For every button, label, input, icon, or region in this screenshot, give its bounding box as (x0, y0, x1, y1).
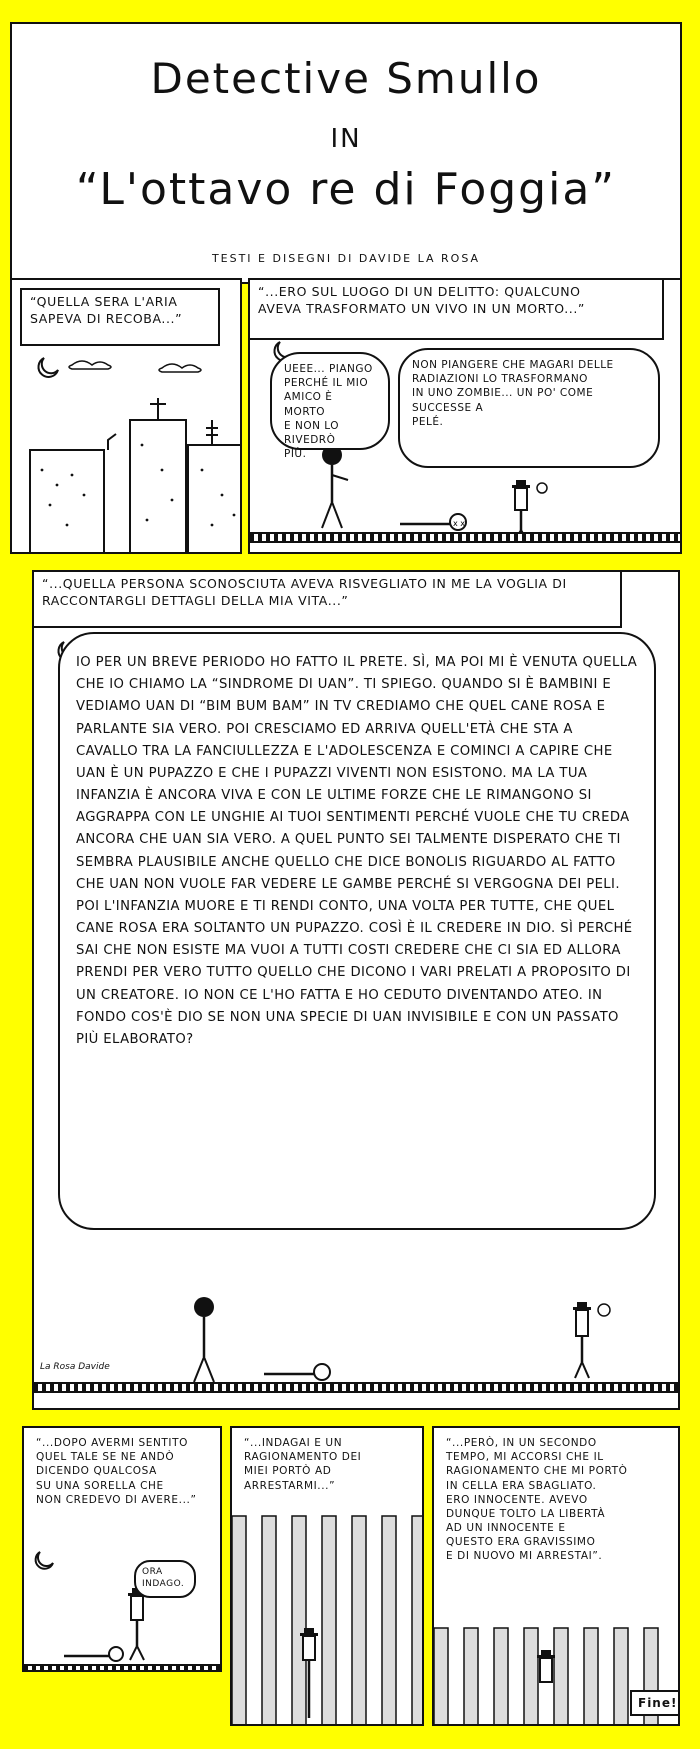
building (30, 450, 104, 554)
moon-icon (38, 358, 58, 377)
title-connector: IN (330, 124, 362, 154)
friend-speech-bubble: UEEE... PIANGO PERCHÉ IL MIO AMICO È MORTO E NON LO RIVEDRÒ PIÙ. (270, 352, 390, 450)
panel-4-caption: “...DOPO AVERMI SENTITO QUEL TALE SE NE ANDÒ DICENDO QUALCOSA SU UNA SORELLA CHE NON CREDEVO DI AVERE...” (28, 1432, 216, 1542)
title-panel (10, 22, 682, 284)
moon-icon (36, 1552, 53, 1569)
credits: TESTI E DISEGNI DI DAVIDE LA ROSA (211, 252, 481, 265)
panel-4 (22, 1426, 222, 1672)
friend-character-head (194, 1297, 214, 1317)
episode-title: “L'ottavo re di Foggia” (75, 164, 617, 215)
panel-1 (10, 278, 242, 554)
panel-5-caption: “...INDAGAI E UN RAGIONAMENTO DEI MIEI PORTÒ AD ARRESTARMI...” (236, 1432, 416, 1512)
panel-3-caption: “...QUELLA PERSONA SCONOSCIUTA AVEVA RISVEGLIATO IN ME LA VOGLIA DI RACCONTARGLI DETTAGLI DELLA MIA VITA...” (32, 570, 622, 628)
end-label: Fine! (630, 1690, 680, 1716)
svg-text:x x: x x (453, 519, 466, 528)
jail-bars (232, 1428, 424, 1726)
cloud-icon (69, 361, 111, 369)
panel-4-scene (24, 1428, 222, 1672)
panel-2-caption: “...ERO SUL LUOGO DI UN DELITTO: QUALCUNO AVEVA TRASFORMATO UN VIVO IN UN MORTO...” (248, 278, 664, 340)
dead-body (400, 514, 466, 530)
detective-monologue-bubble: IO PER UN BREVE PERIODO HO FATTO IL PRETE. SÌ, MA POI MI È VENUTA QUELLA CHE IO CHIAMO LA “SINDROME DI UAN”. TI SPIEGO. QUANDO SI È BAMBINI E VEDIAMO UAN DI “BIM BUM BAM” IN TV CREDIAMO CHE QUEL CANE ROSA E PARLANTE SIA VERO. POI CRESCIAMO ED ARRIVA QUELL'ETÀ CHE STA A CAVALLO TRA LA FANCIULLEZZA E L'ADOLESCENZA E COMINCI A CAPIRE CHE UAN È UN PUPAZZO E CHE I PUPAZZI VIVENTI NON ESISTONO. MA LA TUA INFANZIA È ANCORA VIVA E CON LE ULTIME FORZE CHE LE RIMANGONO SI AGGRAPPA CON LE UNGHIE AI TUOI SENTIMENTI PERCHÉ VUOLE CHE TU CREDA ANCORA CHE UAN SIA VERO. A QUEL PUNTO SEI TALMENTE DISPERATO CHE TI SEMBRA PLAUSIBILE ANCHE QUELLO CHE DICE BONOLIS RIGUARDO AL FATTO CHE UAN NON VUOLE FAR VEDERE LE GAMBE PERCHÉ SI VERGOGNA DEI PELI. POI L'INFANZIA MUORE E TI RENDI CONTO, UNA VOLTA PER TUTTE, CHE QUEL CANE ROSA ERA SOLTANTO UN PUPAZZO. COSÌ È IL CREDERE IN DIO. SÌ PERCHÉ SAI CHE NON ESISTE MA VUOI A TUTTI COSTI CREDERE CHE CI SIA ED ALLORA PRENDI PER VERO TUTTO QUELLO CHE DICONO I VARI PRELATI A PROPOSITO DI UN CREATORE. IO NON CE L'HO FATTA E HO CEDUTO DIVENTANDO ATEO. IN FONDO COS'È DIO SE NON UNA SPECIE DI UAN INVISIBILE E CON UN PASSATO PIÙ ELABORATO? (58, 632, 656, 1230)
building (188, 445, 242, 554)
panel-5 (230, 1426, 424, 1726)
comic-title: Detective Smullo (150, 54, 542, 103)
panel-6 (432, 1426, 680, 1726)
jail-bars (434, 1428, 680, 1726)
cloud-icon (159, 364, 201, 372)
detective-speech-bubble: NON PIANGERE CHE MAGARI DELLE RADIAZIONI LO TRASFORMANO IN UNO ZOMBIE... UN PO' COME SUCCESSE A PELÉ. (398, 348, 660, 468)
ground (24, 1664, 220, 1672)
building (130, 420, 186, 554)
panel-1-caption: “QUELLA SERA L'ARIA SAPEVA DI RECOBA...” (20, 288, 220, 346)
detective-smullo (573, 1302, 610, 1378)
ground (250, 532, 680, 543)
ground (34, 1382, 678, 1393)
panel-3 (32, 570, 680, 1410)
author-signature: La Rosa Davide (40, 1362, 110, 1372)
panel-2 (248, 278, 682, 554)
detective-speech-bubble: ORA INDAGO. (134, 1560, 196, 1598)
panel-1-scene (12, 280, 242, 554)
panel-6-caption: “...PERÒ, IN UN SECONDO TEMPO, MI ACCORSI CHE IL RAGIONAMENTO CHE MI PORTÒ IN CELLA ERA SBAGLIATO. ERO INNOCENTE. AVEVO DUNQUE TOLTO LA LIBERTÀ AD UN INNOCENTE E QUESTO ERA GRAVISSIMO E DI NUOVO MI ARRESTAI”. (438, 1432, 674, 1628)
